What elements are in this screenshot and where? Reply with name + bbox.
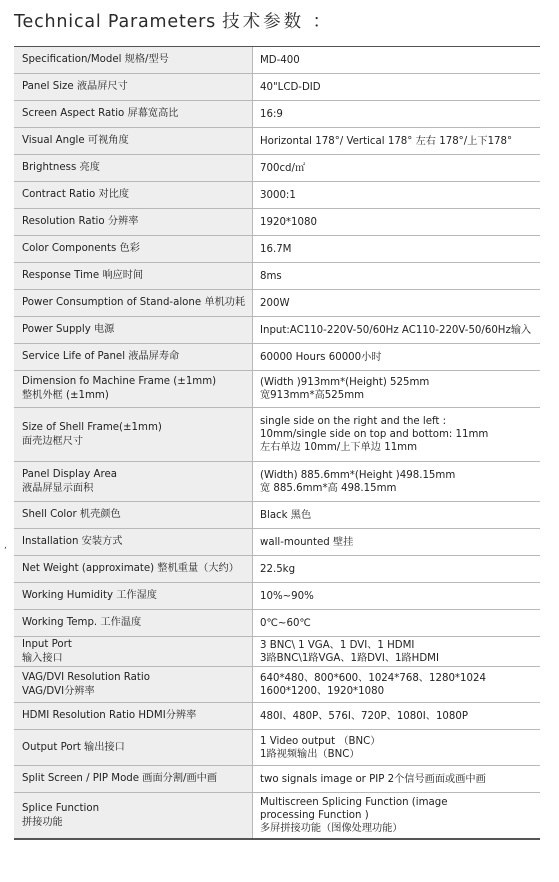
spec-row — [14, 290, 540, 317]
spec-label: Contract Ratio 对比度 — [14, 182, 253, 208]
spec-label: HDMI Resolution Ratio HDMI分辨率 — [14, 703, 253, 729]
spec-row — [14, 317, 540, 344]
spec-value: 3000:1 — [260, 189, 296, 201]
spec-label: Shell Color 机壳颜色 — [14, 502, 253, 528]
spec-row — [14, 128, 540, 155]
page-title-zh: 技术参数 ： — [222, 12, 334, 32]
spec-table — [14, 46, 540, 840]
spec-row — [14, 766, 540, 793]
spec-label: Power Supply 电源 — [14, 317, 253, 343]
spec-value: 60000 Hours 60000小时 — [260, 351, 382, 363]
spec-value: 480I、480P、576I、720P、1080I、1080P — [260, 710, 469, 722]
spec-row — [14, 637, 540, 667]
spec-value: 200W — [260, 297, 290, 309]
spec-value: two signals image or PIP 2个信号画面或画中画 — [260, 773, 486, 785]
spec-row — [14, 101, 540, 128]
spec-label: Color Components 色彩 — [14, 236, 253, 262]
spec-value: 16.7M — [260, 243, 292, 255]
spec-row — [14, 47, 540, 74]
spec-value: 3 BNC\ 1 VGA、1 DVI、1 HDMI 3路BNC\1路VGA、1路DVI、1路HDMI — [260, 639, 439, 664]
spec-value: Multiscreen Splicing Function (image processing Function ) 多屏拼接功能（图像处理功能） — [260, 797, 448, 834]
spec-label: Brightness 亮度 — [14, 155, 253, 181]
spec-label: Dimension fo Machine Frame (±1mm) 整机外框 (±1mm) — [14, 371, 253, 407]
spec-label: Split Screen / PIP Mode 画面分割/画中画 — [14, 766, 253, 792]
spec-row — [14, 529, 540, 556]
spec-label: Net Weight (approximate) 整机重量（大约） — [14, 556, 253, 582]
spec-row — [14, 263, 540, 290]
page-title — [14, 8, 333, 33]
spec-label: Installation 安装方式 — [14, 529, 253, 555]
spec-value: (Width) 885.6mm*(Height )498.15mm 宽 885.6mm*高 498.15mm — [260, 469, 456, 494]
spec-row — [14, 74, 540, 101]
spec-value: wall-mounted 壁挂 — [260, 536, 354, 548]
spec-value: 1920*1080 — [260, 216, 317, 228]
spec-label: Output Port 输出接口 — [14, 730, 253, 765]
spec-row — [14, 793, 540, 838]
spec-row — [14, 703, 540, 730]
spec-value: 40"LCD-DID — [260, 81, 321, 93]
spec-label: Screen Aspect Ratio 屏幕宽高比 — [14, 101, 253, 127]
spec-value: Input:AC110-220V-50/60Hz AC110-220V-50/60Hz输入 — [260, 324, 532, 336]
spec-row — [14, 371, 540, 408]
spec-label: Response Time 响应时间 — [14, 263, 253, 289]
spec-label: Service Life of Panel 液晶屏寿命 — [14, 344, 253, 370]
spec-label: Power Consumption of Stand-alone 单机功耗 — [14, 290, 253, 316]
spec-label: Resolution Ratio 分辨率 — [14, 209, 253, 235]
spec-value: single side on the right and the left : 10mm/single side on top and bottom: 11mm 左右单边 10mm/上下单边 11mm — [260, 416, 489, 453]
spec-value: MD-400 — [260, 54, 300, 66]
spec-value: 8ms — [260, 270, 282, 282]
spec-value: 22.5kg — [260, 563, 296, 575]
spec-value: 16:9 — [260, 108, 283, 120]
spec-value: 1 Video output （BNC） 1路视频输出（BNC） — [260, 735, 381, 760]
spec-row — [14, 730, 540, 766]
spec-value: 10%~90% — [260, 590, 314, 602]
spec-value: 0℃~60℃ — [260, 617, 311, 629]
spec-row — [14, 583, 540, 610]
page-title-en: Technical Parameters — [14, 12, 217, 32]
spec-label: Visual Angle 可视角度 — [14, 128, 253, 154]
spec-row — [14, 610, 540, 637]
spec-row — [14, 408, 540, 462]
spec-value: (Width )913mm*(Height) 525mm 宽913mm*高525mm — [260, 377, 430, 401]
spec-label: Splice Function 拼接功能 — [14, 793, 253, 838]
spec-label: VAG/DVI Resolution Ratio VAG/DVI分辨率 — [14, 667, 253, 702]
spec-label: Specification/Model 规格/型号 — [14, 47, 253, 73]
spec-row — [14, 236, 540, 263]
spec-row — [14, 344, 540, 371]
spec-row — [14, 182, 540, 209]
spec-row — [14, 556, 540, 583]
spec-label: Size of Shell Frame(±1mm) 面壳边框尺寸 — [14, 408, 253, 461]
spec-label: Working Humidity 工作湿度 — [14, 583, 253, 609]
spec-value: 700cd/㎡ — [260, 162, 306, 174]
spec-value: Horizontal 178°/ Vertical 178° 左右 178°/上下178° — [260, 135, 513, 147]
spec-label: Panel Display Area 液晶屏显示面积 — [14, 462, 253, 501]
spec-row — [14, 462, 540, 502]
stray-mark: , — [4, 541, 7, 551]
spec-value: Black 黑色 — [260, 509, 312, 521]
spec-label: Working Temp. 工作温度 — [14, 610, 253, 636]
spec-label: Panel Size 液晶屏尺寸 — [14, 74, 253, 100]
spec-value: 640*480、800*600、1024*768、1280*1024 1600*1200、1920*1080 — [260, 672, 486, 697]
spec-row — [14, 667, 540, 703]
spec-row — [14, 209, 540, 236]
spec-row — [14, 155, 540, 182]
spec-row — [14, 502, 540, 529]
spec-label: Input Port 输入接口 — [14, 637, 253, 666]
